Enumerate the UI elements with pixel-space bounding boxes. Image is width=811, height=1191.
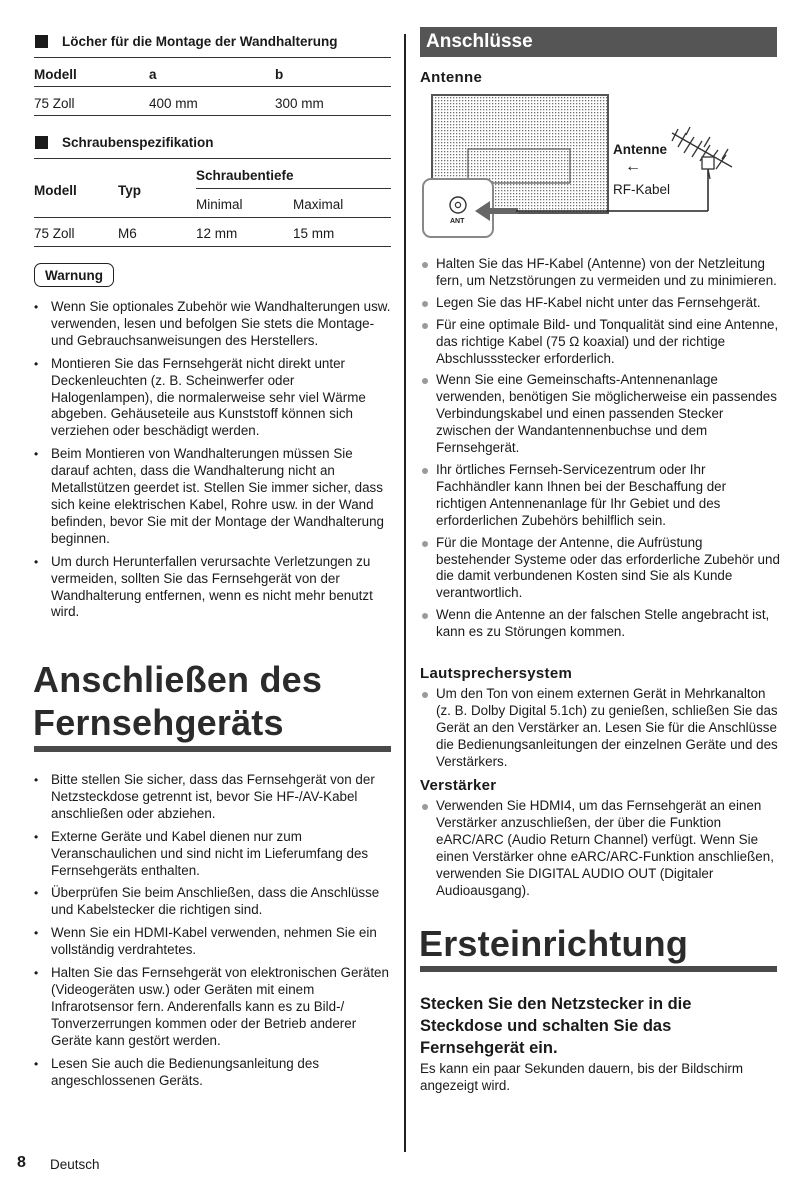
list-item: • Überprüfen Sie beim Anschließen, dass die Anschlüsse und Kabelstecker die richtigen sind. [34, 885, 394, 919]
amp-list [420, 798, 780, 904]
list-item: Für eine optimale Bild- und Tonqualität sind eine Antenne, das richtige Kabel (75 Ω koaxial) und der richtige Abschlussstecker erforderlich. [420, 317, 780, 368]
page-number: 8 [17, 1154, 26, 1171]
connect-list [34, 772, 394, 1095]
antenna-list [420, 256, 780, 646]
mount-holes-heading: Löcher für die Montage der Wandhalterung [35, 34, 338, 49]
warning-badge: Warnung [34, 263, 114, 287]
step-heading: Stecken Sie den Netzstecker in die Steckdose und schalten Sie das Fernsehgerät ein. [420, 995, 692, 1057]
table-rule [34, 57, 391, 58]
col-header: a [149, 67, 157, 82]
table-rule [34, 246, 391, 247]
square-bullet-icon [35, 136, 48, 149]
table-rule [34, 86, 391, 87]
setup-title: Ersteinrichtung [419, 923, 689, 964]
antenna-diagram [420, 91, 780, 246]
col-header: Modell [34, 67, 77, 82]
square-bullet-icon [35, 35, 48, 48]
antenna-port-icon [450, 197, 466, 213]
amp-heading: Verstärker [420, 777, 497, 794]
list-item: Legen Sie das HF-Kabel nicht unter das Fernsehgerät. [420, 295, 780, 312]
list-item: Wenn Sie eine Gemeinschafts-Antennenanlage verwenden, benötigen Sie möglicherweise ein passendes Verbindungskabel und einen passenden Stecker zwischen der Wandantennenbuchse und dem Fernsehgerät. [420, 372, 780, 457]
col-header: Schraubentiefe [196, 168, 294, 183]
col-header: Modell [34, 183, 77, 198]
step-note: Es kann ein paar Sekunden dauern, bis der Bildschirm angezeigt wird. [420, 1061, 744, 1093]
section-title-bar: Anschlüsse [420, 27, 777, 57]
antenna-label: Antenne [613, 142, 667, 157]
footer-language: Deutsch [50, 1157, 100, 1172]
list-item: Halten Sie das HF-Kabel (Antenne) von der Netzleitung fern, um Netzstörungen zu vermeiden und zu minimieren. [420, 256, 780, 290]
speaker-heading: Lautsprechersystem [420, 665, 573, 682]
speaker-list [420, 686, 780, 776]
antenna-heading: Antenne [420, 69, 483, 86]
col-header: Typ [118, 183, 141, 198]
rf-cable-label: RF-Kabel [613, 182, 671, 197]
tv-antenna-icon [672, 127, 732, 179]
table-cell: 75 Zoll [34, 96, 75, 111]
warning-list [34, 299, 394, 627]
table-rule [34, 115, 391, 116]
table-cell: M6 [118, 226, 137, 241]
table-cell: 300 mm [275, 96, 324, 111]
list-item: Ihr örtliches Fernseh-Servicezentrum oder Ihr Fachhändler kann Ihnen bei der Beschaffung der richtigen Antennenanlage für Ihr Gebiet und des erforderlichen Zubehörs behilflich sein. [420, 462, 780, 530]
table-rule [196, 188, 391, 189]
screw-spec-heading: Schraubenspezifikation [35, 135, 214, 150]
title-rule [420, 966, 777, 972]
list-item: • Beim Montieren von Wandhalterungen müssen Sie darauf achten, dass die Wandhalterung nicht an Metallstützen geerdet ist. Stellen Sie immer sicher, dass sich keine elektrischen Kabel, Rohre usw. in der Wand befinden, bevor Sie mit der Montage der Wandhalterung beginnen. [34, 446, 394, 547]
table-cell: 400 mm [149, 96, 198, 111]
table-cell: 12 mm [196, 226, 238, 241]
table-rule [34, 217, 391, 218]
table-cell: 75 Zoll [34, 226, 75, 241]
arrow-shaft [486, 208, 518, 214]
list-item: Um den Ton von einem externen Gerät in Mehrkanalton (z. B. Dolby Digital 5.1ch) zu genießen, schließen Sie das Gerät an den Verstärker an. Lesen Sie für die Anschlüsse die Bedienungsanleitungen der einzelnen Geräte und des Verstärkers. [420, 686, 780, 771]
list-item: • Um durch Herunterfallen verursachte Verletzungen zu vermeiden, sollten Sie das Fernsehgerät von der Wandhalterung entfernen, wenn es nicht mehr benutzt wird. [34, 554, 394, 622]
list-item: • Externe Geräte und Kabel dienen nur zum Veranschaulichen und sind nicht im Lieferumfang des Fernsehgeräts enthalten. [34, 829, 394, 880]
list-item: • Halten Sie das Fernsehgerät von elektronischen Geräten (Videogeräten usw.) oder Geräten mit einem Infrarotsensor fern. Anderenfalls kann es zu Bild-/ Tonverzerrungen kommen oder der Betrieb anderer Geräte kann gestört werden. [34, 965, 394, 1050]
port-label: ANT [450, 218, 465, 225]
subcol-header: Maximal [293, 197, 344, 212]
connect-title: Anschließen des Fernsehgeräts [33, 659, 323, 743]
list-item: • Wenn Sie ein HDMI-Kabel verwenden, nehmen Sie ein vollständig verdrahtetes. [34, 925, 394, 959]
list-item: • Montieren Sie das Fernsehgerät nicht direkt unter Deckenleuchten (z. B. Scheinwerfer oder Halogenlampen), die normalerweise sehr viel Wärme abgeben. Gehäuseteile aus Kunststoff können sich verziehen oder beschädigt werden. [34, 356, 394, 441]
subcol-header: Minimal [196, 197, 243, 212]
list-item: • Bitte stellen Sie sicher, dass das Fernsehgerät von der Netzsteckdose getrennt ist, bevor Sie HF-/AV-Kabel anschließen oder abziehen. [34, 772, 394, 823]
list-item: Wenn die Antenne an der falschen Stelle angebracht ist, kann es zu Störungen kommen. [420, 607, 780, 641]
antenna-diagram-svg [420, 91, 780, 246]
list-item: Für die Montage der Antenne, die Aufrüstung bestehender Systeme oder das erforderliche Zubehör und die damit verbundenen Kosten sind Sie als Kunde verantwortlich. [420, 535, 780, 603]
col-header: b [275, 67, 284, 82]
list-item: • Lesen Sie auch die Bedienungsanleitung des angeschlossenen Geräts. [34, 1056, 394, 1090]
column-divider [404, 34, 406, 1152]
list-item: Verwenden Sie HDMI4, um das Fernsehgerät an einen Verstärker anzuschließen, der über die Funktion eARC/ARC (Audio Return Channel) verfügt. Wenn Sie einen Verstärker ohne eARC/ARC-Funktion anschließen, verwenden Sie DIGITAL AUDIO OUT (Digitaler Audioausgang). [420, 798, 780, 899]
list-item: • Wenn Sie optionales Zubehör wie Wandhalterungen usw. verwenden, lesen und befolgen Sie stets die Montage- und Gebrauchsanweisungen des Herstellers. [34, 299, 394, 350]
title-rule [34, 746, 391, 752]
table-cell: 15 mm [293, 226, 335, 241]
left-arrow-icon: ← [625, 158, 641, 175]
table-rule [34, 158, 391, 159]
